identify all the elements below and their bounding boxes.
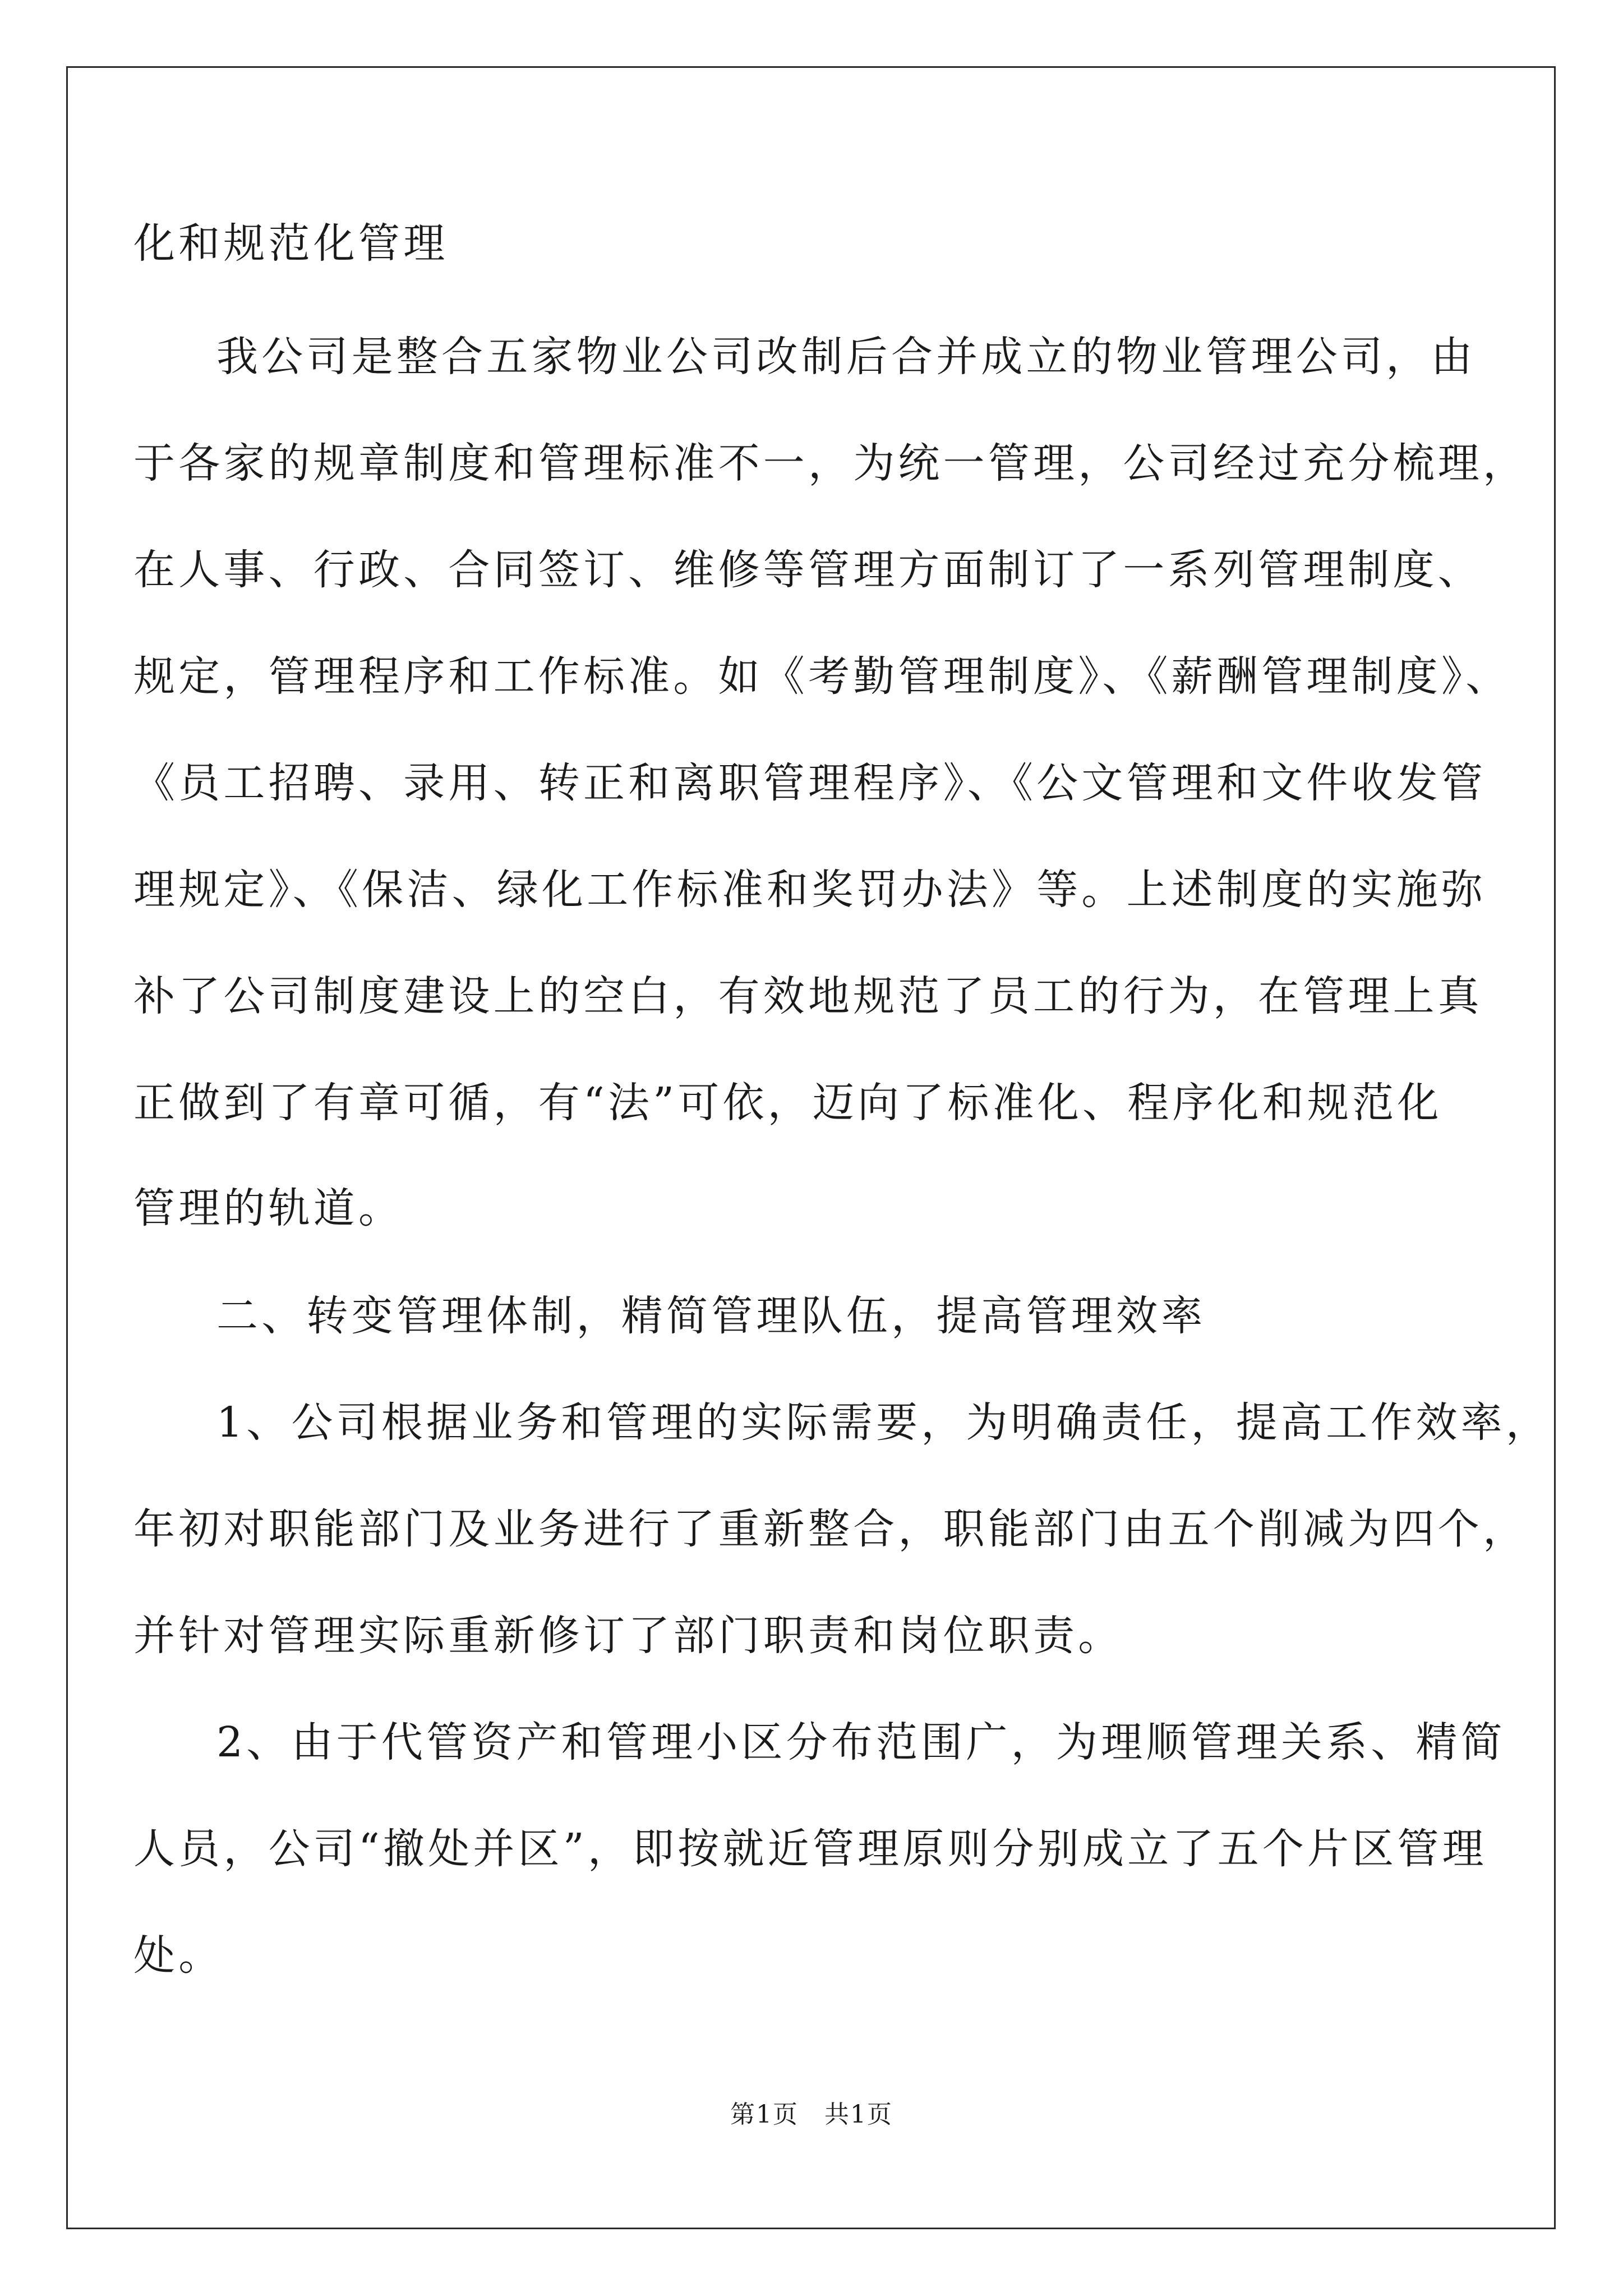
page-number-footer: 第1页 共1页 [730,2100,893,2129]
paragraph-line: 2、由于代管资产和管理小区分布范围广，为理顺管理关系、精简 [216,1718,1506,1766]
text-line: 正做到了有章可循，有“法”可依，迈向了标准化、程序化和规范化 [133,1079,1442,1127]
section-heading: 二、转变管理体制，精简管理队伍，提高管理效率 [216,1292,1206,1340]
text-line: 理规定》、《保洁、绿化工作标准和奖罚办法》等。上述制度的实施弥 [133,866,1487,914]
text-line: 处。 [133,1931,224,1980]
text-line: 于各家的规章制度和管理标准不一，为统一管理，公司经过充分梳理， [133,439,1528,487]
text-line: 并针对管理实际重新修订了部门职责和岗位职责。 [133,1612,1123,1660]
paragraph-line: 我公司是整合五家物业公司改制后合并成立的物业管理公司，由 [216,333,1476,381]
page-border [66,66,1556,2229]
text-line: 补了公司制度建设上的空白，有效地规范了员工的行为，在管理上真 [133,972,1483,1020]
text-line: 《员工招聘、录用、转正和离职管理程序》、《公文管理和文件收发管 [133,759,1487,807]
text-line: 人员，公司“撤处并区”，即按就近管理原则分别成立了五个片区管理 [133,1825,1487,1873]
paragraph-line: 1、公司根据业务和管理的实际需要，为明确责任，提高工作效率， [216,1398,1551,1447]
text-line: 在人事、行政、合同签订、维修等管理方面制订了一系列管理制度、 [133,546,1483,594]
text-line: 规定，管理程序和工作标准。如《考勤管理制度》、《薪酬管理制度》、 [133,652,1511,701]
text-line: 年初对职能部门及业务进行了重新整合，职能部门由五个削减为四个， [133,1505,1528,1553]
text-line: 管理的轨道。 [133,1184,404,1232]
text-line: 化和规范化管理 [133,219,449,268]
